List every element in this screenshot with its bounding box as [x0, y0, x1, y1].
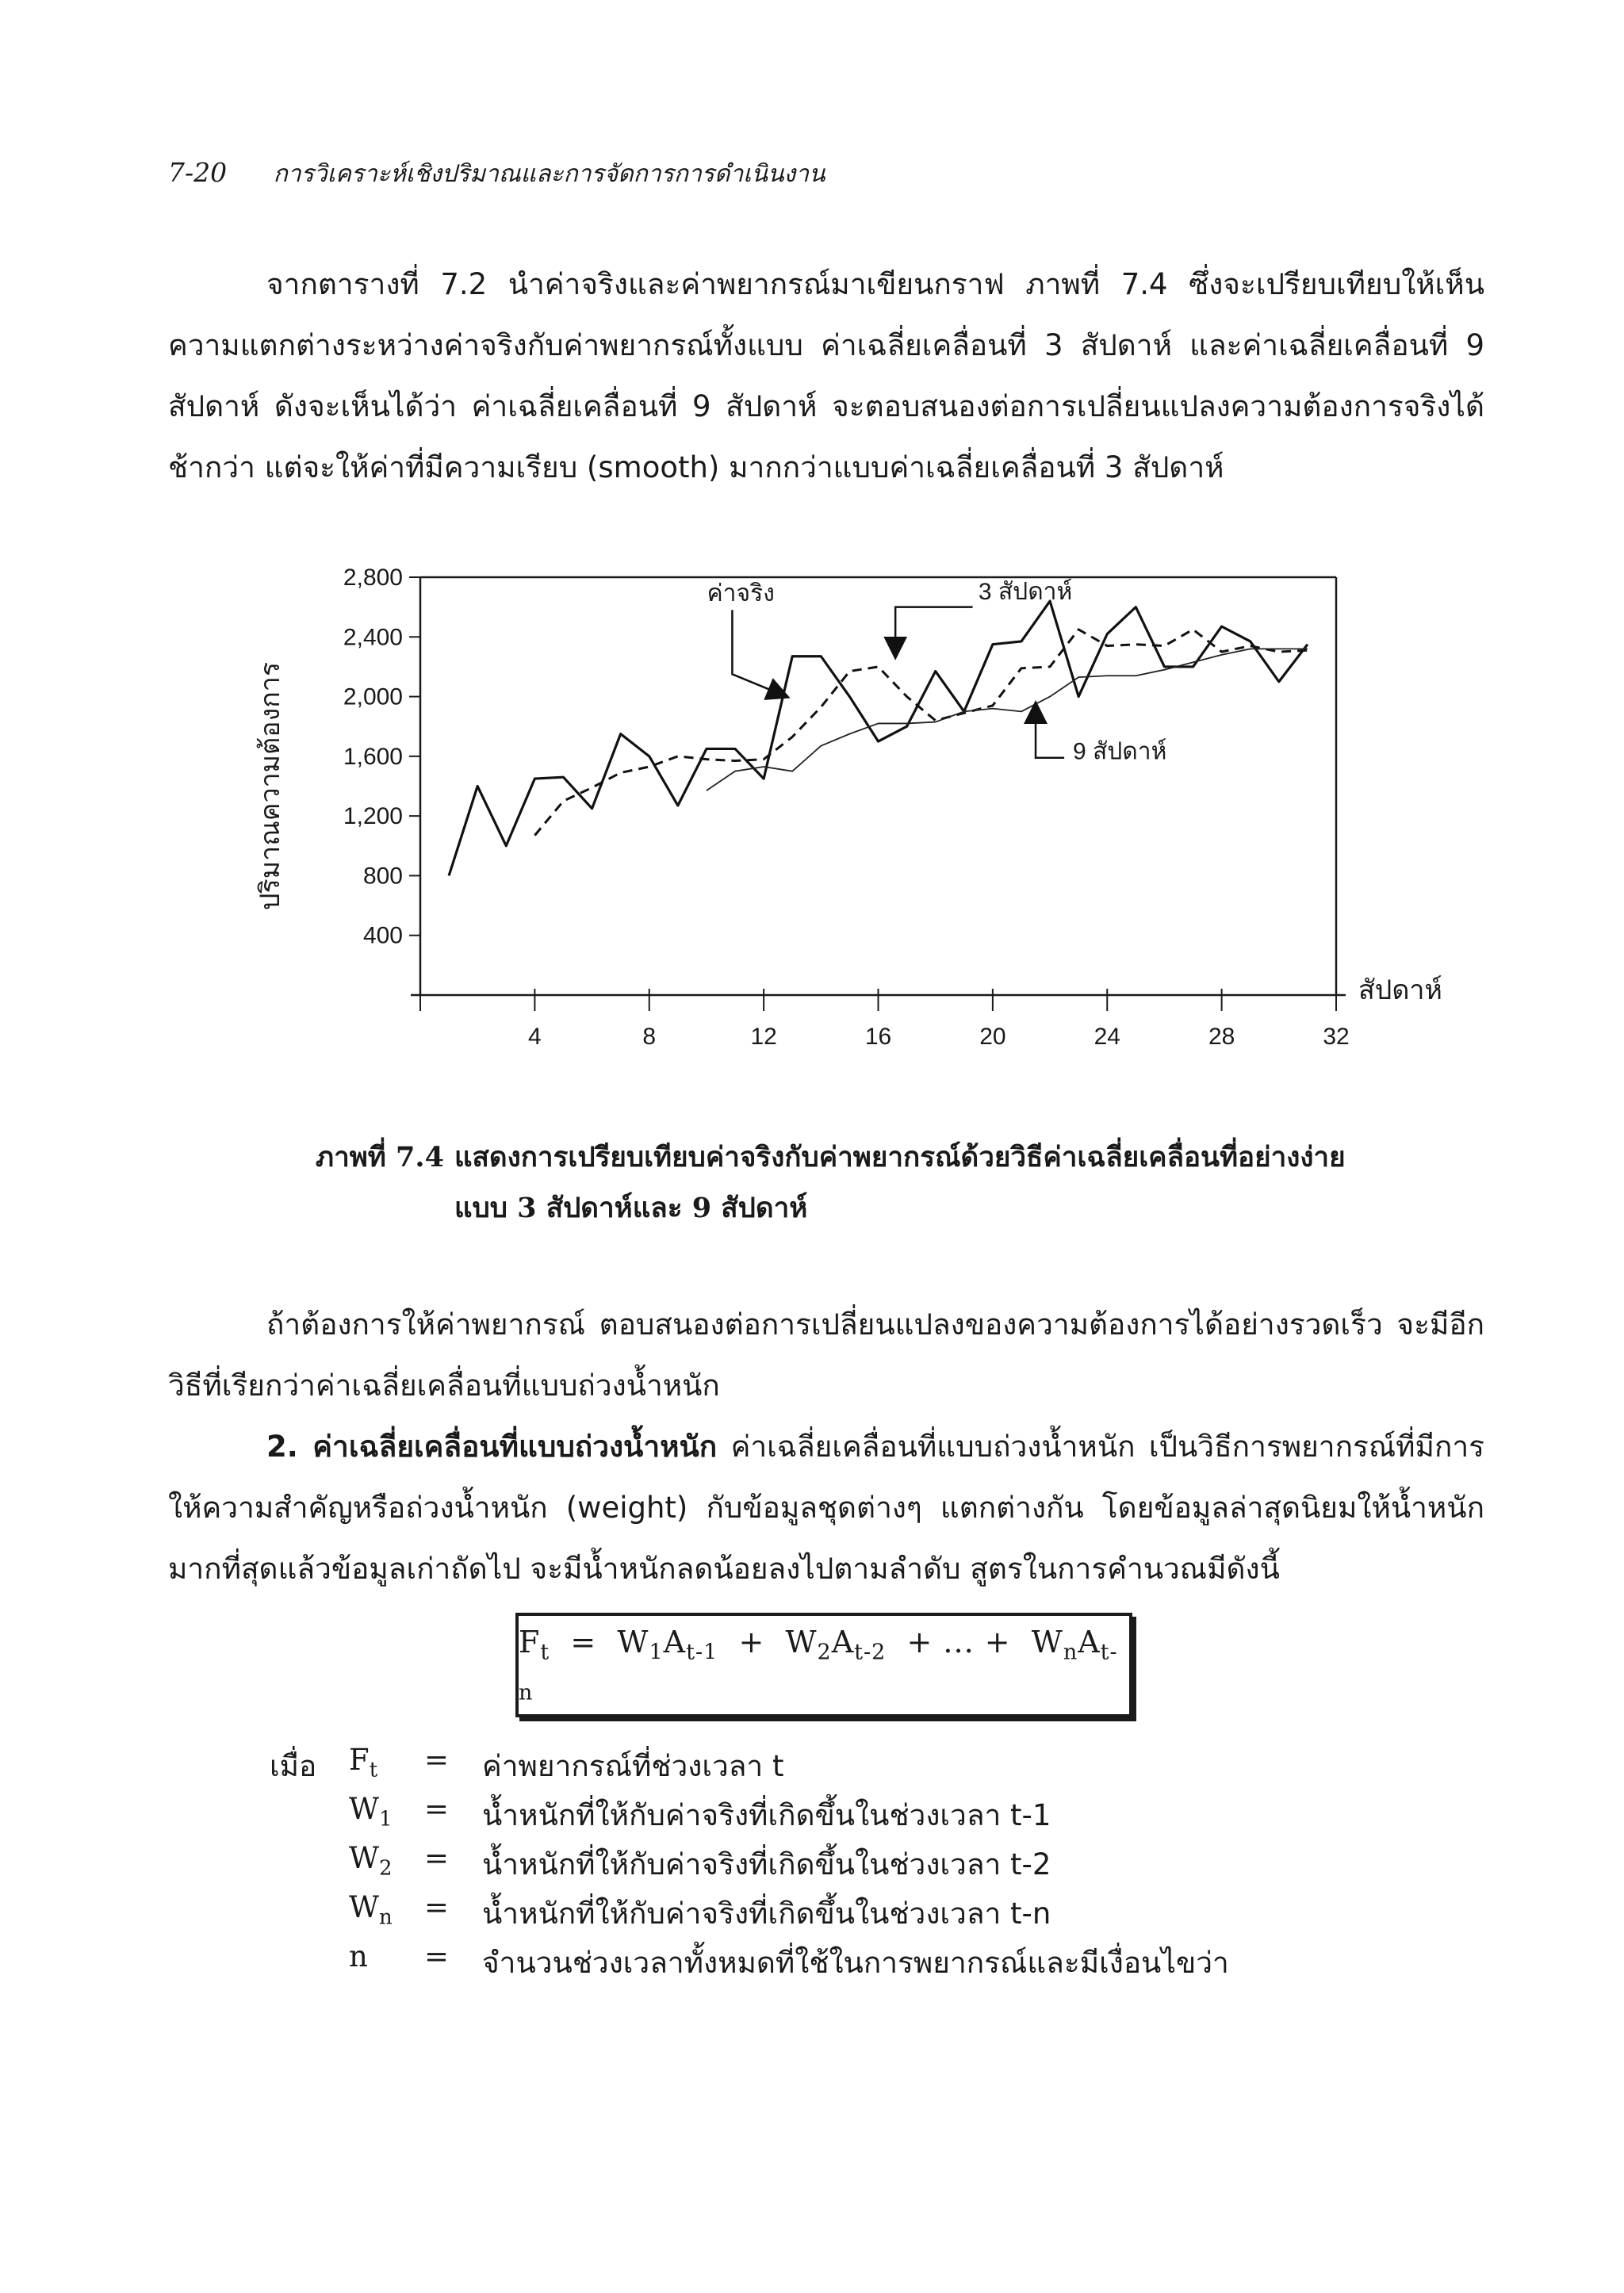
x-tick-label: 20 [979, 1024, 1006, 1050]
definition-symbol: $W_n$ [349, 1890, 393, 1930]
book-title: การวิเคราะห์เชิงปริมาณและการจัดการการดำเนินงาน [273, 160, 825, 188]
definition-symbol: n [349, 1939, 368, 1973]
definition-text: ค่าพยากรณ์ที่ช่วงเวลา t [482, 1749, 784, 1783]
caption-line-2: แบบ 3 สัปดาห์และ 9 สัปดาห์ [454, 1192, 808, 1224]
definition-text: จำนวนช่วงเวลาทั้งหมดที่ใช้ในการพยากรณ์และมีเงื่อนไขว่า [482, 1946, 1229, 1980]
caption-line-1: แสดงการเปรียบเทียบค่าจริงกับค่าพยากรณ์ด้วยวิธีค่าเฉลี่ยเคลื่อนที่อย่างง่าย [454, 1141, 1346, 1173]
annotation-9-week-arrow [1036, 704, 1064, 758]
paragraph-weighted-definition [168, 1416, 1484, 1599]
y-tick-label: 800 [362, 863, 403, 890]
definition-text: น้ำหนักที่ให้กับค่าจริงที่เกิดขึ้นในช่วงเวลา t-2 [482, 1847, 1051, 1881]
x-tick-label: 28 [1208, 1024, 1235, 1050]
x-tick-label: 12 [750, 1024, 777, 1050]
y-tick-label: 2,000 [343, 683, 403, 710]
series-line-1 [534, 630, 1308, 836]
page-header [168, 155, 825, 193]
annotation-3-week-arrow [895, 607, 972, 657]
annotation-3-week: 3 สัปดาห์ [978, 579, 1073, 606]
definition-symbol: $W_2$ [349, 1841, 393, 1881]
moving-average-chart [238, 555, 1475, 1062]
series-line-0 [449, 601, 1308, 875]
formula: $F_t = W_1A_{t-1} + W_2A_{t-2}$ + ... + $W_nA_{t-n}$ [519, 1625, 1118, 1705]
y-tick-label: 1,200 [343, 803, 403, 830]
x-axis-label: สัปดาห์ [1358, 975, 1442, 1005]
caption-label: ภาพที่ 7.4 [316, 1141, 444, 1173]
page-number: 7-20 [168, 157, 228, 188]
y-tick-label: 1,600 [343, 743, 403, 770]
series-line-2 [707, 649, 1308, 790]
annotation-9-week: 9 สัปดาห์ [1072, 738, 1167, 765]
x-tick-label: 4 [528, 1024, 542, 1050]
paragraph-weighted-intro-text: ถ้าต้องการให้ค่าพยากรณ์ ตอบสนองต่อการเปลี่ยนแปลงของความต้องการได้อย่างรวดเร็ว จะมีอีกวิธีที่เรียกว่าค่าเฉลี่ยเคลื่อนที่แบบถ่วงน้ำหนัก [168, 1307, 1484, 1403]
definitions-lead: เมื่อ [270, 1749, 317, 1783]
definition-text: น้ำหนักที่ให้กับค่าจริงที่เกิดขึ้นในช่วงเวลา t-n [482, 1897, 1051, 1931]
annotation-actual-arrow [732, 610, 787, 696]
y-tick-label: 400 [362, 922, 403, 949]
definition-symbol: $F_t$ [349, 1743, 378, 1782]
figure-caption [316, 1132, 1346, 1234]
definition-symbol: $W_1$ [349, 1792, 393, 1832]
paragraph-intro-text: จากตารางที่ 7.2 นำค่าจริงและค่าพยากรณ์มาเขียนกราฟ ภาพที่ 7.4 ซึ่งจะเปรียบเทียบให้เห็นความแตกต่างระหว่างค่าจริงกับค่าพยากรณ์ทั้งแบบ ค่าเฉลี่ยเคลื่อนที่ 3 สัปดาห์ และค่าเฉลี่ยเคลื่อนที่ 9 สัปดาห์ ดังจะเห็นได้ว่า ค่าเฉลี่ยเคลื่อนที่ 9 สัปดาห์ จะตอบสนองต่อการเปลี่ยนแปลงความต้องการจริงได้ช้ากว่า แต่จะให้ค่าที่มีความเรียบ (smooth) มากกว่าแบบค่าเฉลี่ยเคลื่อนที่ 3 สัปดาห์ [168, 267, 1484, 484]
x-tick-label: 32 [1323, 1024, 1350, 1050]
paragraph-weighted-intro [168, 1294, 1484, 1416]
y-tick-label: 2,800 [343, 565, 403, 591]
annotation-actual: ค่าจริง [707, 580, 775, 607]
chart-svg [238, 555, 1475, 1062]
paragraph-intro [168, 254, 1484, 498]
definition-text: น้ำหนักที่ให้กับค่าจริงที่เกิดขึ้นในช่วงเวลา t-1 [482, 1798, 1051, 1832]
paragraph-weighted-body: ค่าเฉลี่ยเคลื่อนที่แบบถ่วงน้ำหนัก เป็นวิธีการพยากรณ์ที่มีการให้ความสำคัญหรือถ่วงน้ำหนัก (weight) กับข้อมูลชุดต่างๆ แตกต่างกัน โดยข้อมูลล่าสุดนิยมให้น้ำหนักมากที่สุดแล้วข้อมูลเก่าถัดไป จะมีน้ำหนักลดน้อยลงไปตามลำดับ สูตรในการคำนวณมีดังนี้ [168, 1430, 1484, 1586]
x-tick-label: 8 [642, 1024, 657, 1050]
y-axis-label: ปริมาณความต้องการ [255, 661, 285, 911]
y-tick-label: 2,400 [343, 624, 403, 651]
formula-box [515, 1613, 1132, 1717]
section-heading: 2. ค่าเฉลี่ยเคลื่อนที่แบบถ่วงน้ำหนัก [266, 1430, 718, 1464]
x-tick-label: 24 [1094, 1024, 1120, 1050]
x-tick-label: 16 [864, 1024, 892, 1050]
